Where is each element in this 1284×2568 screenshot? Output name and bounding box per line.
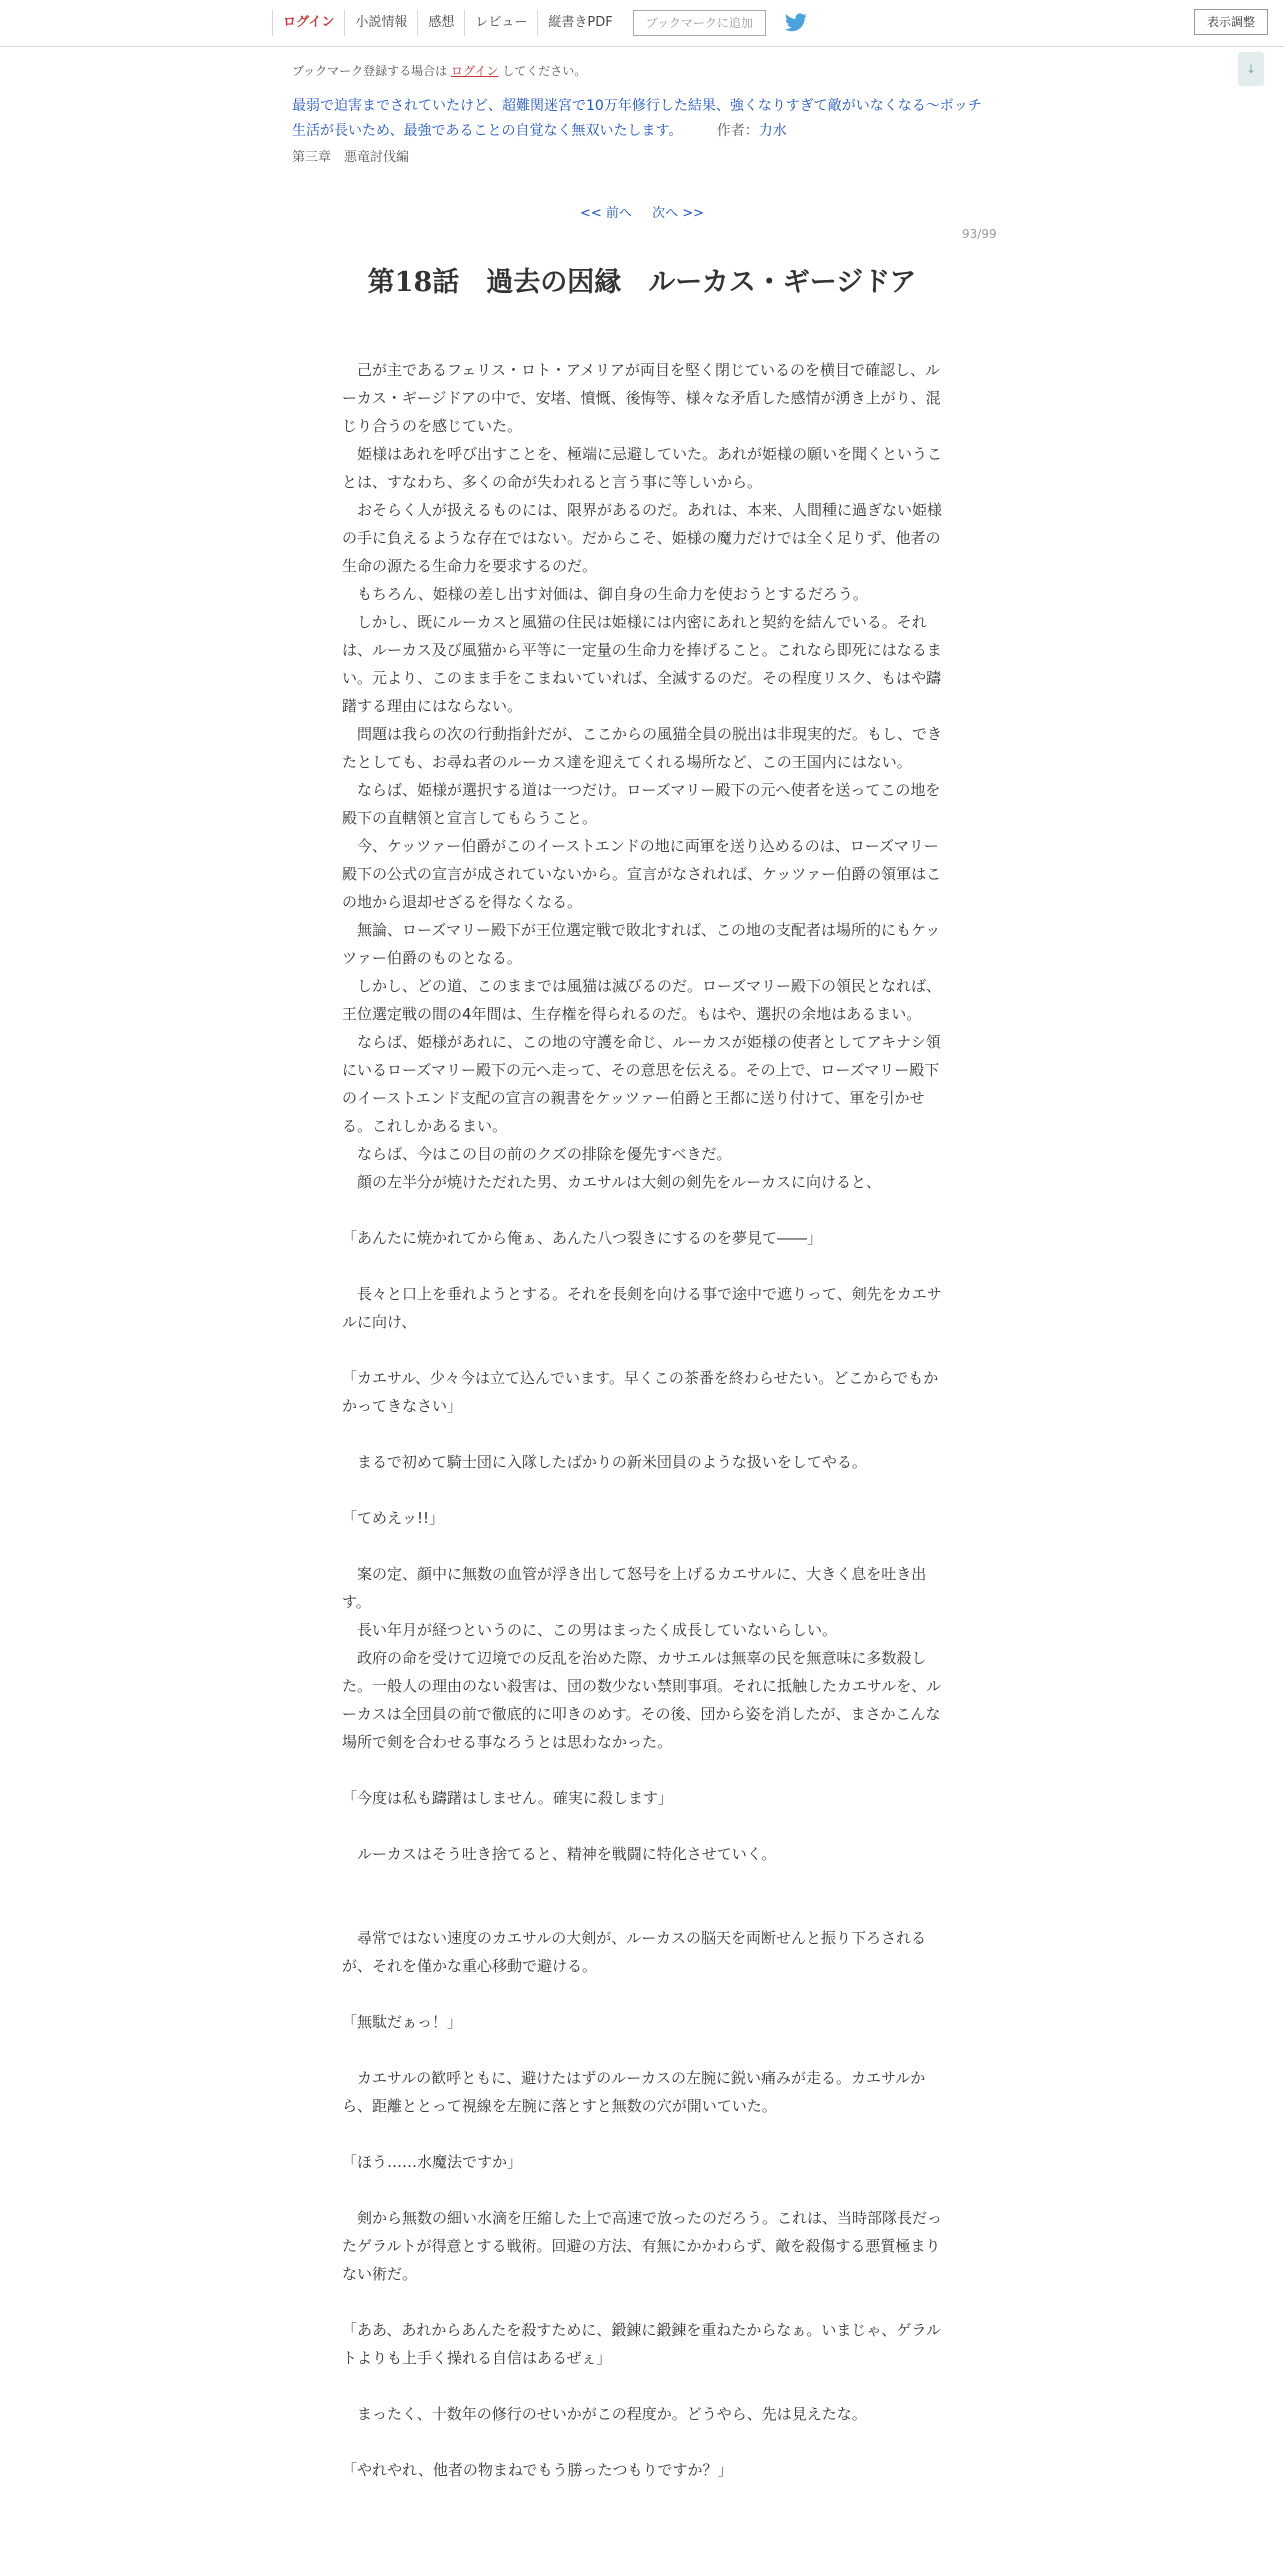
author-link[interactable]: 力水 bbox=[758, 123, 787, 139]
body-paragraph: 己が主であるフェリス・ロト・アメリアが両目を堅く閉じているのを横目で確認し、ルーカス・ギージドアの中で、安堵、憤慨、後悔等、様々な矛盾した感情が湧き上がり、混じり合うのを感じていた。 bbox=[342, 361, 941, 435]
header-nav bbox=[272, 10, 808, 36]
author-label: 作者： bbox=[716, 123, 759, 139]
body-paragraph: 顔の左半分が焼けただれた男、カエサルは大剣の剣先をルーカスに向けると、 bbox=[342, 1173, 881, 1191]
body-paragraph: 案の定、顔中に無数の血管が浮き出して怒号を上げるカエサルに、大きく息を吐き出す。 bbox=[342, 1565, 927, 1611]
body-paragraph: カエサルの歓呼ともに、避けたはずのルーカスの左腕に鋭い痛みが走る。カエサルから、距離ととって視線を左腕に落とすと無数の穴が開いていた。 bbox=[342, 2069, 926, 2115]
body-paragraph: 今、ケッツァー伯爵がこのイーストエンドの地に両軍を送り込めるのは、ローズマリー殿下の公式の宣言が成されていないから。宣言がなされれば、ケッツァー伯爵の領軍はこの地から退却せざるを得なくなる。 bbox=[342, 837, 942, 911]
blank-line bbox=[342, 1756, 942, 1784]
blank-line bbox=[342, 2372, 942, 2400]
body-paragraph: 無論、ローズマリー殿下が王位選定戦で敗北すれば、この地の支配者は場所的にもケッツァー伯爵のものとなる。 bbox=[342, 921, 941, 967]
notice-prefix: ブックマーク登録する場合は bbox=[292, 64, 448, 78]
body-paragraph: 剣から無数の細い水滴を圧縮した上で高速で放ったのだろう。これは、当時部隊長だったゲラルトが得意とする戦術。回避の方法、有無にかかわらず、敵を殺傷する悪質極まりない術だ。 bbox=[342, 2209, 943, 2283]
blank-line bbox=[342, 2036, 942, 2064]
blank-line bbox=[342, 1868, 942, 1896]
bookmark-login-notice bbox=[292, 62, 586, 79]
body-paragraph: 「てめえッ!!」 bbox=[342, 1509, 445, 1527]
notice-login-link[interactable]: ログイン bbox=[451, 64, 499, 78]
scroll-down-tab[interactable]: ↓ bbox=[1238, 52, 1264, 86]
blank-line bbox=[342, 2120, 942, 2148]
body-paragraph: 「カエサル、少々今は立て込んでいます。早くこの茶番を終わらせたい。どこからでもかかってきなさい」 bbox=[342, 1369, 939, 1415]
notice-suffix: してください。 bbox=[502, 64, 587, 78]
body-paragraph: 長い年月が経つというのに、この男はまったく成長していないらしい。 bbox=[342, 1621, 838, 1639]
body-paragraph: ならば、姫様が選択する道は一つだけ。ローズマリー殿下の元へ使者を送ってこの地を殿下の直轄領と宣言してもらうこと。 bbox=[342, 781, 941, 827]
body-paragraph: 問題は我らの次の行動指針だが、ここからの風猫全員の脱出は非現実的だ。もし、できたとしても、お尋ね者のルーカス達を迎えてくれる場所など、この王国内にはない。 bbox=[342, 725, 943, 771]
twitter-icon[interactable] bbox=[784, 11, 808, 35]
blank-line bbox=[342, 1476, 942, 1504]
nav-novel-info[interactable]: 小説情報 bbox=[344, 10, 417, 36]
header-bar bbox=[0, 0, 1284, 47]
display-adjust-button[interactable]: 表示調整 bbox=[1194, 9, 1268, 35]
novel-body bbox=[342, 356, 942, 2484]
blank-line bbox=[342, 2428, 942, 2456]
body-paragraph: 姫様はあれを呼び出すことを、極端に忌避していた。あれが姫様の願いを聞くということは、すなわち、多くの命が失われると言う事に等しいから。 bbox=[342, 445, 943, 491]
body-paragraph: 「ああ、あれからあんたを殺すために、鍛錬に鍛錬を重ねたからなぁ。いまじゃ、ゲラルトよりも上手く操れる自信はあるぜぇ」 bbox=[342, 2321, 941, 2367]
episode-title: 第18話 過去の因縁 ルーカス・ギージドア bbox=[367, 267, 917, 298]
blank-line bbox=[342, 1812, 942, 1840]
body-paragraph: まるで初めて騎士団に入隊したばかりの新米団員のような扱いをしてやる。 bbox=[342, 1453, 867, 1471]
blank-line bbox=[342, 1896, 942, 1924]
novel-title-link[interactable]: 最弱で迫害までされていたけど、超難関迷宮で10万年修行した結果、強くなりすぎて敵がいなくなる～ボッチ生活が長いため、最強であることの自覚なく無双いたします。 bbox=[292, 98, 982, 139]
body-paragraph: 「あんたに焼かれてから俺ぁ、あんた八つ裂きにするのを夢見て――」 bbox=[342, 1229, 823, 1247]
next-link[interactable]: 次へ >> bbox=[652, 206, 704, 221]
body-paragraph: ならば、今はこの目の前のクズの排除を優先すべきだ。 bbox=[342, 1145, 732, 1163]
body-paragraph: 「やれやれ、他者の物まねでもう勝ったつもりですか？」 bbox=[342, 2461, 733, 2479]
body-paragraph: 長々と口上を垂れようとする。それを長剣を向ける事で途中で遮りって、剣先をカエサルに向け、 bbox=[342, 1285, 942, 1331]
body-paragraph: 「今度は私も躊躇はしません。確実に殺します」 bbox=[342, 1789, 673, 1807]
novel-title-block bbox=[292, 94, 992, 144]
body-paragraph: 尋常ではない速度のカエサルの大剣が、ルーカスの脳天を両断せんと振り下ろされるが、それを僅かな重心移動で避ける。 bbox=[342, 1929, 926, 1975]
body-paragraph: おそらく人が扱えるものには、限界があるのだ。あれは、本来、人間種に過ぎない姫様の手に負えるような存在ではない。だからこそ、姫様の魔力だけでは全く足りず、他者の生命の源たる生命力を要求するのだ。 bbox=[342, 501, 943, 575]
add-bookmark-button[interactable]: ブックマークに追加 bbox=[633, 10, 766, 36]
body-paragraph: しかし、既にルーカスと風猫の住民は姫様には内密にあれと契約を結んでいる。それは、ルーカス及び風猫から平等に一定量の生命力を捧げること。これなら即死にはなるまい。元より、このまま手をこまねいていれば、全滅するのだ。その程度リスク、もはや躊躇する理由にはならない。 bbox=[342, 613, 942, 715]
chapter-title: 第三章 悪竜討伐編 bbox=[292, 150, 410, 165]
body-paragraph: ルーカスはそう吐き捨てると、精神を戦闘に特化させていく。 bbox=[342, 1845, 777, 1863]
blank-line bbox=[342, 1532, 942, 1560]
body-paragraph: もちろん、姫様の差し出す対価は、御自身の生命力を使おうとするだろう。 bbox=[342, 585, 868, 603]
blank-line bbox=[342, 2176, 942, 2204]
nav-review[interactable]: レビュー bbox=[464, 10, 537, 36]
episode-count: 93/99 bbox=[962, 227, 997, 241]
body-paragraph: 「ほう……水魔法ですか」 bbox=[342, 2153, 523, 2171]
pager-top bbox=[0, 202, 1284, 221]
blank-line bbox=[342, 2288, 942, 2316]
blank-line bbox=[342, 1420, 942, 1448]
body-paragraph: 政府の命を受けて辺境での反乱を治めた際、カサエルは無辜の民を無意味に多数殺した。一般人の理由のない殺害は、団の数少ない禁則事項。それに抵触したカエサルを、ルーカスは全団員の前で徹底的に叩きのめす。その後、団から姿を消したが、まさかこんな場所で剣を合わせる事なろうとは思わなかった。 bbox=[342, 1649, 942, 1751]
blank-line bbox=[342, 1196, 942, 1224]
blank-line bbox=[342, 1252, 942, 1280]
blank-line bbox=[342, 1336, 942, 1364]
body-paragraph: ならば、姫様があれに、この地の守護を命じ、ルーカスが姫様の使者としてアキナシ領にいるローズマリー殿下の元へ走って、その意思を伝える。その上で、ローズマリー殿下のイーストエンド支配の宣言の親書をケッツァー伯爵と王都に送り付けて、軍を引かせる。これしかあるまい。 bbox=[342, 1033, 941, 1135]
body-paragraph: 「無駄だぁっ！」 bbox=[342, 2013, 463, 2031]
nav-vertical-pdf[interactable]: 縦書きPDF bbox=[537, 10, 622, 36]
prev-link[interactable]: << 前へ bbox=[580, 206, 632, 221]
body-paragraph: しかし、どの道、このままでは風猫は滅びるのだ。ローズマリー殿下の領民となれば、王位選定戦の間の4年間は、生存権を得られるのだ。もはや、選択の余地はあるまい。 bbox=[342, 977, 941, 1023]
body-paragraph: まったく、十数年の修行のせいかがこの程度か。どうやら、先は見えたな。 bbox=[342, 2405, 867, 2423]
blank-line bbox=[342, 1980, 942, 2008]
nav-impressions[interactable]: 感想 bbox=[417, 10, 464, 36]
nav-login[interactable]: ログイン bbox=[272, 10, 344, 36]
